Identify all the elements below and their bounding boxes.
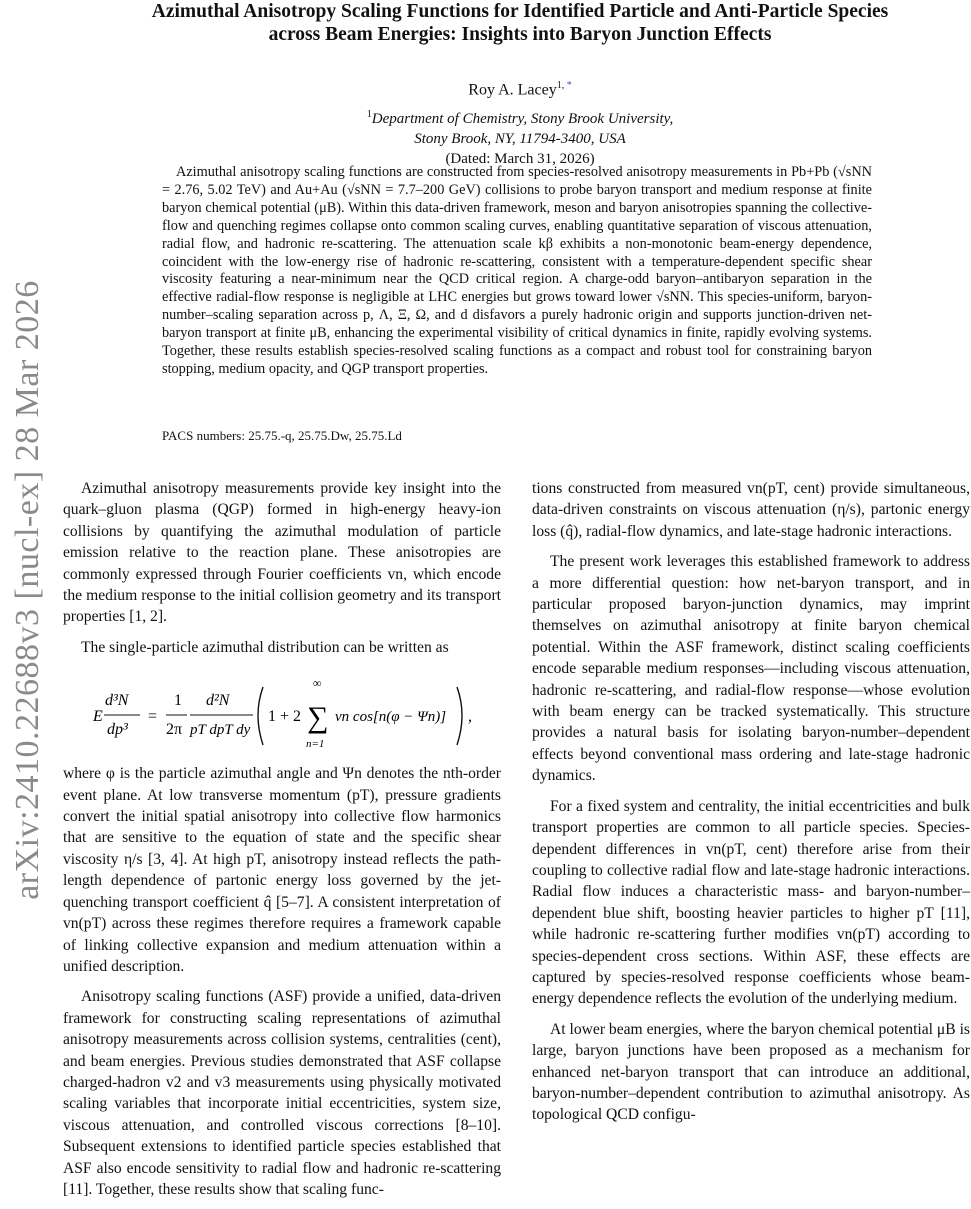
eq-one-plus-two: 1 + 2: [268, 708, 302, 726]
corresponding-author-link[interactable]: *: [566, 80, 572, 91]
eq-one: 1: [174, 692, 182, 710]
arxiv-id: arXiv:2410.22688v3 [nucl-ex] 28 Mar 2026: [9, 280, 46, 900]
pacs-numbers: PACS numbers: 25.75.-q, 25.75.Dw, 25.75.Ld: [162, 428, 402, 443]
eq-right-paren: [457, 687, 462, 745]
arxiv-stamp: [0, 0, 56, 1200]
paragraph: The present work leverages this established framework to address a more differential question: how net-baryon transport, and in particular proposed baryon-junction dynamics, may imprint themselves on azimuthal anisotropy at finite baryon chemical potential. Within the ASF framework, distinct scaling coefficients encode separable medium responses—including viscous attenuation, hadronic re-scattering, and radial-flow response—whose evolution with beam energy can be tracked systematically. This structure provides a natural basis for isolating baryon-number–dependent effects beyond conventional mass ordering and late-stage hadronic dynamics.: [532, 553, 970, 785]
eq-comma: ,: [468, 708, 472, 726]
right-column: [532, 478, 970, 1135]
eq-E: E: [93, 708, 103, 726]
paragraph: The single-particle azimuthal distribution can be written as: [81, 638, 449, 656]
eq-mid-den: pT dpT dy: [190, 722, 251, 739]
left-column: [63, 478, 501, 1209]
equation-azimuthal-distribution: [63, 667, 501, 757]
eq-lhs-den: dp³: [107, 721, 128, 739]
paper-header: [80, 0, 960, 169]
paragraph: where φ is the particle azimuthal angle and Ψn denotes the nth-order event plane. At low transverse momentum (pT), pressure gradients convert the initial spatial anisotropy into collective flow harmonics that are sensitive to the equation of state and the specific shear viscosity η/s [3, 4]. At high pT, anisotropy instead reflects the path-length dependence of partonic energy loss governed by the jet-quenching transport coefficient q̂ [5–7]. A consistent interpretation of vn(pT) across these regimes therefore requires a framework capable of linking collective expansion and medium attenuation within a unified description.: [63, 765, 501, 975]
eq-sum-symbol: ∑: [307, 701, 329, 735]
author-name: Roy A. Lacey: [468, 81, 557, 99]
eq-equals: =: [148, 708, 158, 726]
paragraph: At lower beam energies, where the baryon chemical potential μB is large, baryon junctions have been proposed as a mechanism for enhanced net-baryon transport that can introduce an additional, baryon-number–dependent contribution to azimuthal anisotropy. As topological QCD configu-: [532, 1020, 970, 1124]
paragraph: Azimuthal anisotropy measurements provide key insight into the quark–gluon plasma (QGP) formed in high-energy heavy-ion collisions by quantifying the azimuthal modulation of particle emission relative to the reaction plane. These anisotropies are commonly expressed through Fourier coefficients vn, which encode the medium response to the initial collision geometry and its transport properties [1, 2].: [63, 480, 501, 626]
eq-left-paren: [258, 687, 263, 745]
dated: (Dated: March 31, 2026): [445, 151, 595, 168]
paragraph: tions constructed from measured vn(pT, cent) provide simultaneous, data-driven constraints on viscous attenuation (η/s), partonic energy loss (q̂), radial-flow dynamics, and late-stage hadronic interactions.: [532, 480, 970, 540]
paper-title: Azimuthal Anisotropy Scaling Functions for Identified Particle and Anti-Particle Species across Beam Energies: Insights into Baryon Junction Effects: [151, 1, 889, 45]
eq-two-pi: 2π: [166, 721, 183, 739]
abstract: Azimuthal anisotropy scaling functions are constructed from species-resolved anisotropy measurements in Pb+Pb (√sNN = 2.76, 5.02 TeV) and Au+Au (√sNN = 7.7–200 GeV) collisions to probe baryon transport and medium response at finite baryon chemical potential (μB). Within this data-driven framework, meson and baryon anisotropies spanning the collective-flow and quenching regimes collapse onto common scaling curves, enabling quantitative separation of viscous attenuation, radial flow, and hadronic re-scattering. The attenuation scale kβ exhibits a non-monotonic beam-energy dependence, coincident with the low-energy rise of hadronic re-scattering, consistent with a temperature-dependent specific shear viscosity featuring a near-minimum near the QCD critical region. A charge-odd baryon–antibaryon separation in the effective radial-flow response is negligible at LHC energies but grows toward lower √sNN. This species-uniform, baryon-number–scaling separation across p, Λ, Ξ, Ω, and d disfavors a purely hadronic origin and supports junction-driven net-baryon transport at finite μB, enhancing the experimental visibility of critical dynamics in finite, rapidly evolving systems. Together, these results establish species-resolved scaling functions as a compact and robust tool for constraining baryon stopping, medium opacity, and QGP transport properties.: [162, 164, 872, 377]
eq-sum-top: ∞: [313, 676, 322, 691]
affiliation: $^1$Department of Chemistry, Stony Brook University, Stony Brook, NY, 11794-3400, USA: [366, 109, 674, 148]
author: Roy A. Lacey$^{1, *}$: [468, 80, 572, 99]
eq-sum-bottom: n=1: [306, 738, 325, 751]
paragraph: Anisotropy scaling functions (ASF) provide a unified, data-driven framework for constructing scaling representations of azimuthal anisotropy measurements across collision systems, centralities (cent), and beam energies. Previous studies demonstrated that ASF collapse charged-hadron v2 and v3 measurements using physically motivated scaling variables that incorporate initial eccentricities, system size, viscous attenuation, and controlled viscous corrections [8–10]. Subsequent extensions to identified particle species established that ASF also encode sensitivity to radial flow and hadronic re-scattering [11]. Together, these results show that scaling func-: [63, 988, 501, 1198]
eq-lhs-num: d³N: [105, 692, 129, 710]
eq-mid-num: d²N: [206, 692, 230, 710]
eq-body: vn cos[n(φ − Ψn)]: [335, 709, 447, 726]
paragraph: For a fixed system and centrality, the initial eccentricities and bulk transport properties are common to all particle species. Species-dependent differences in vn(pT, cent) therefore arise from their coupling to collective radial flow and late-stage hadronic interactions. Radial flow induces a characteristic mass- and baryon-number–dependent blue shift, boosting heavier particles to higher pT [11], while hadronic re-scattering further modifies vn(pT) according to species-dependent cross sections. Within ASF, these effects are captured by species-resolved response coefficients whose beam-energy dependence reflects the evolution of the underlying medium.: [532, 797, 970, 1008]
